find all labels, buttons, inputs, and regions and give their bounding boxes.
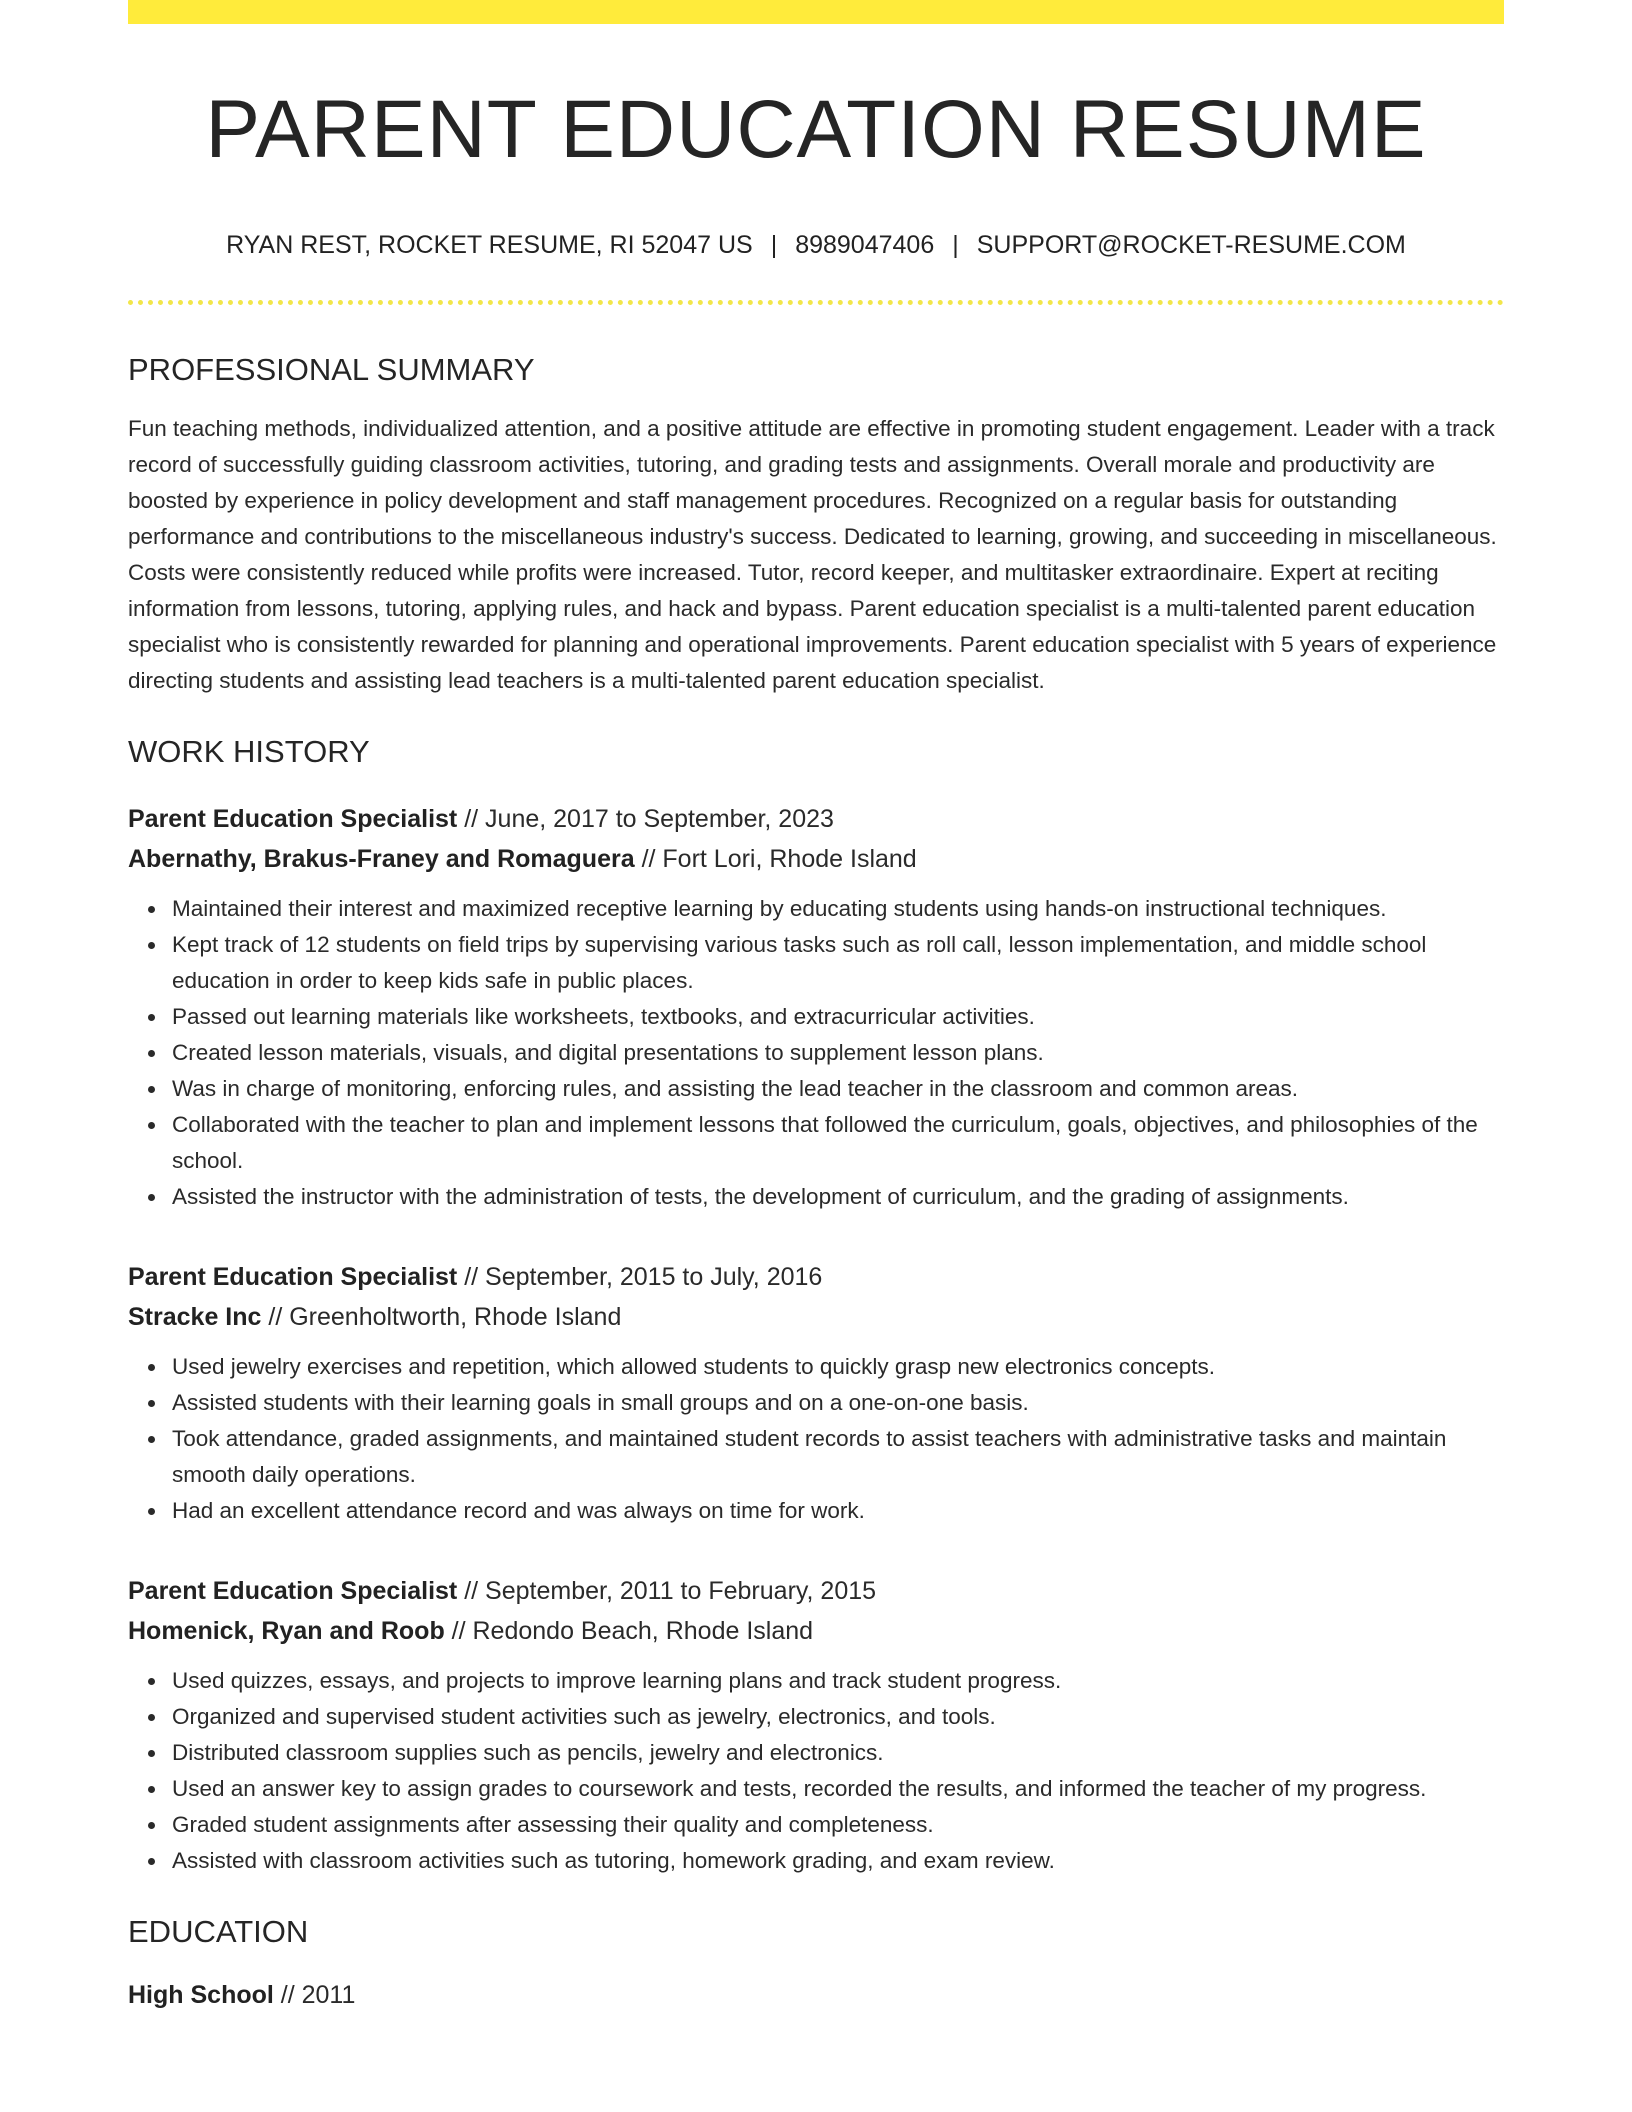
- list-item: Graded student assignments after assessing their quality and completeness.: [172, 1807, 1504, 1843]
- job-company-line: [128, 1297, 1504, 1337]
- job-title: Parent Education Specialist: [128, 1577, 458, 1605]
- list-item: Used an answer key to assign grades to coursework and tests, recorded the results, and informed the teacher of my progress.: [172, 1771, 1504, 1807]
- job-company: Abernathy, Brakus-Franey and Romaguera: [128, 845, 635, 873]
- job-title: Parent Education Specialist: [128, 805, 458, 833]
- summary-heading: PROFESSIONAL SUMMARY: [128, 352, 535, 387]
- list-item: Was in charge of monitoring, enforcing rules, and assisting the lead teacher in the classroom and common areas.: [172, 1071, 1504, 1107]
- education-entry: [128, 1975, 1504, 2015]
- job-title-line: [128, 1571, 1504, 1611]
- resume-page: [128, 0, 1504, 2015]
- work-history-heading: WORK HISTORY: [128, 734, 370, 769]
- education-degree: High School: [128, 1981, 274, 2009]
- education-year: // 2011: [273, 1981, 356, 2009]
- contact-address: RYAN REST, ROCKET RESUME, RI 52047 US: [226, 231, 753, 259]
- job-bullets: [128, 1663, 1504, 1879]
- job-title: Parent Education Specialist: [128, 1263, 458, 1291]
- job-bullets: [128, 1349, 1504, 1529]
- list-item: Assisted with classroom activities such as tutoring, homework grading, and exam review.: [172, 1843, 1504, 1879]
- list-item: Had an excellent attendance record and was always on time for work.: [172, 1493, 1504, 1529]
- contact-email: SUPPORT@ROCKET-RESUME.COM: [976, 231, 1406, 259]
- resume-title: PARENT EDUCATION RESUME: [205, 84, 1427, 175]
- job-dates: // June, 2017 to September, 2023: [457, 805, 834, 833]
- list-item: Took attendance, graded assignments, and maintained student records to assist teachers with administrative tasks and maintain smooth daily operations.: [172, 1421, 1504, 1493]
- list-item: Assisted students with their learning goals in small groups and on a one-on-one basis.: [172, 1385, 1504, 1421]
- list-item: Assisted the instructor with the administration of tests, the development of curriculum, and the grading of assignments.: [172, 1179, 1504, 1215]
- job-entry: [128, 1257, 1504, 1529]
- job-bullets: [128, 891, 1504, 1215]
- contact-separator: |: [952, 231, 959, 259]
- list-item: Organized and supervised student activities such as jewelry, electronics, and tools.: [172, 1699, 1504, 1735]
- job-title-line: [128, 1257, 1504, 1297]
- list-item: Used quizzes, essays, and projects to improve learning plans and track student progress.: [172, 1663, 1504, 1699]
- job-title-line: [128, 799, 1504, 839]
- list-item: Passed out learning materials like worksheets, textbooks, and extracurricular activities.: [172, 999, 1504, 1035]
- job-company-line: [128, 839, 1504, 879]
- list-item: Used jewelry exercises and repetition, which allowed students to quickly grasp new electronics concepts.: [172, 1349, 1504, 1385]
- job-company: Homenick, Ryan and Roob: [128, 1617, 445, 1645]
- contact-separator: |: [770, 231, 778, 259]
- list-item: Distributed classroom supplies such as pencils, jewelry and electronics.: [172, 1735, 1504, 1771]
- job-dates: // September, 2011 to February, 2015: [457, 1577, 877, 1605]
- education-heading: EDUCATION: [128, 1914, 309, 1949]
- list-item: Collaborated with the teacher to plan and implement lessons that followed the curriculum, goals, objectives, and philosophies of the school.: [172, 1107, 1504, 1179]
- job-entry: [128, 799, 1504, 1215]
- job-entry: [128, 1571, 1504, 1879]
- job-company-line: [128, 1611, 1504, 1651]
- job-location: // Redondo Beach, Rhode Island: [444, 1617, 814, 1645]
- list-item: Maintained their interest and maximized receptive learning by educating students using hands-on instructional techniques.: [172, 891, 1504, 927]
- list-item: Kept track of 12 students on field trips by supervising various tasks such as roll call, lesson implementation, and middle school education in order to keep kids safe in public places.: [172, 927, 1504, 999]
- job-company: Stracke Inc: [128, 1303, 262, 1331]
- job-dates: // September, 2015 to July, 2016: [457, 1263, 823, 1291]
- top-accent-bar: [128, 0, 1504, 24]
- dotted-divider: [128, 300, 1504, 305]
- contact-line: [128, 230, 1504, 260]
- summary-text: Fun teaching methods, individualized attention, and a positive attitude are effective in promoting student engagement. Leader with a track record of successfully guiding classroom activities, tutoring, and grading tests and assignments. Overall morale and productivity are boosted by experience in policy development and staff management procedures. Recognized on a regular basis for outstanding performance and contributions to the miscellaneous industry's success. Dedicated to learning, growing, and succeeding in miscellaneous. Costs were consistently reduced while profits were increased. Tutor, record keeper, and multitasker extraordinaire. Expert at reciting information from lessons, tutoring, applying rules, and hack and bypass. Parent education specialist is a multi-talented parent education specialist who is consistently rewarded for planning and operational improvements. Parent education specialist with 5 years of experience directing students and assisting lead teachers is a multi-talented parent education specialist.: [128, 416, 1497, 693]
- contact-phone: 8989047406: [795, 231, 935, 259]
- list-item: Created lesson materials, visuals, and digital presentations to supplement lesson plans.: [172, 1035, 1504, 1071]
- job-location: // Fort Lori, Rhode Island: [634, 845, 917, 873]
- job-location: // Greenholtworth, Rhode Island: [261, 1303, 622, 1331]
